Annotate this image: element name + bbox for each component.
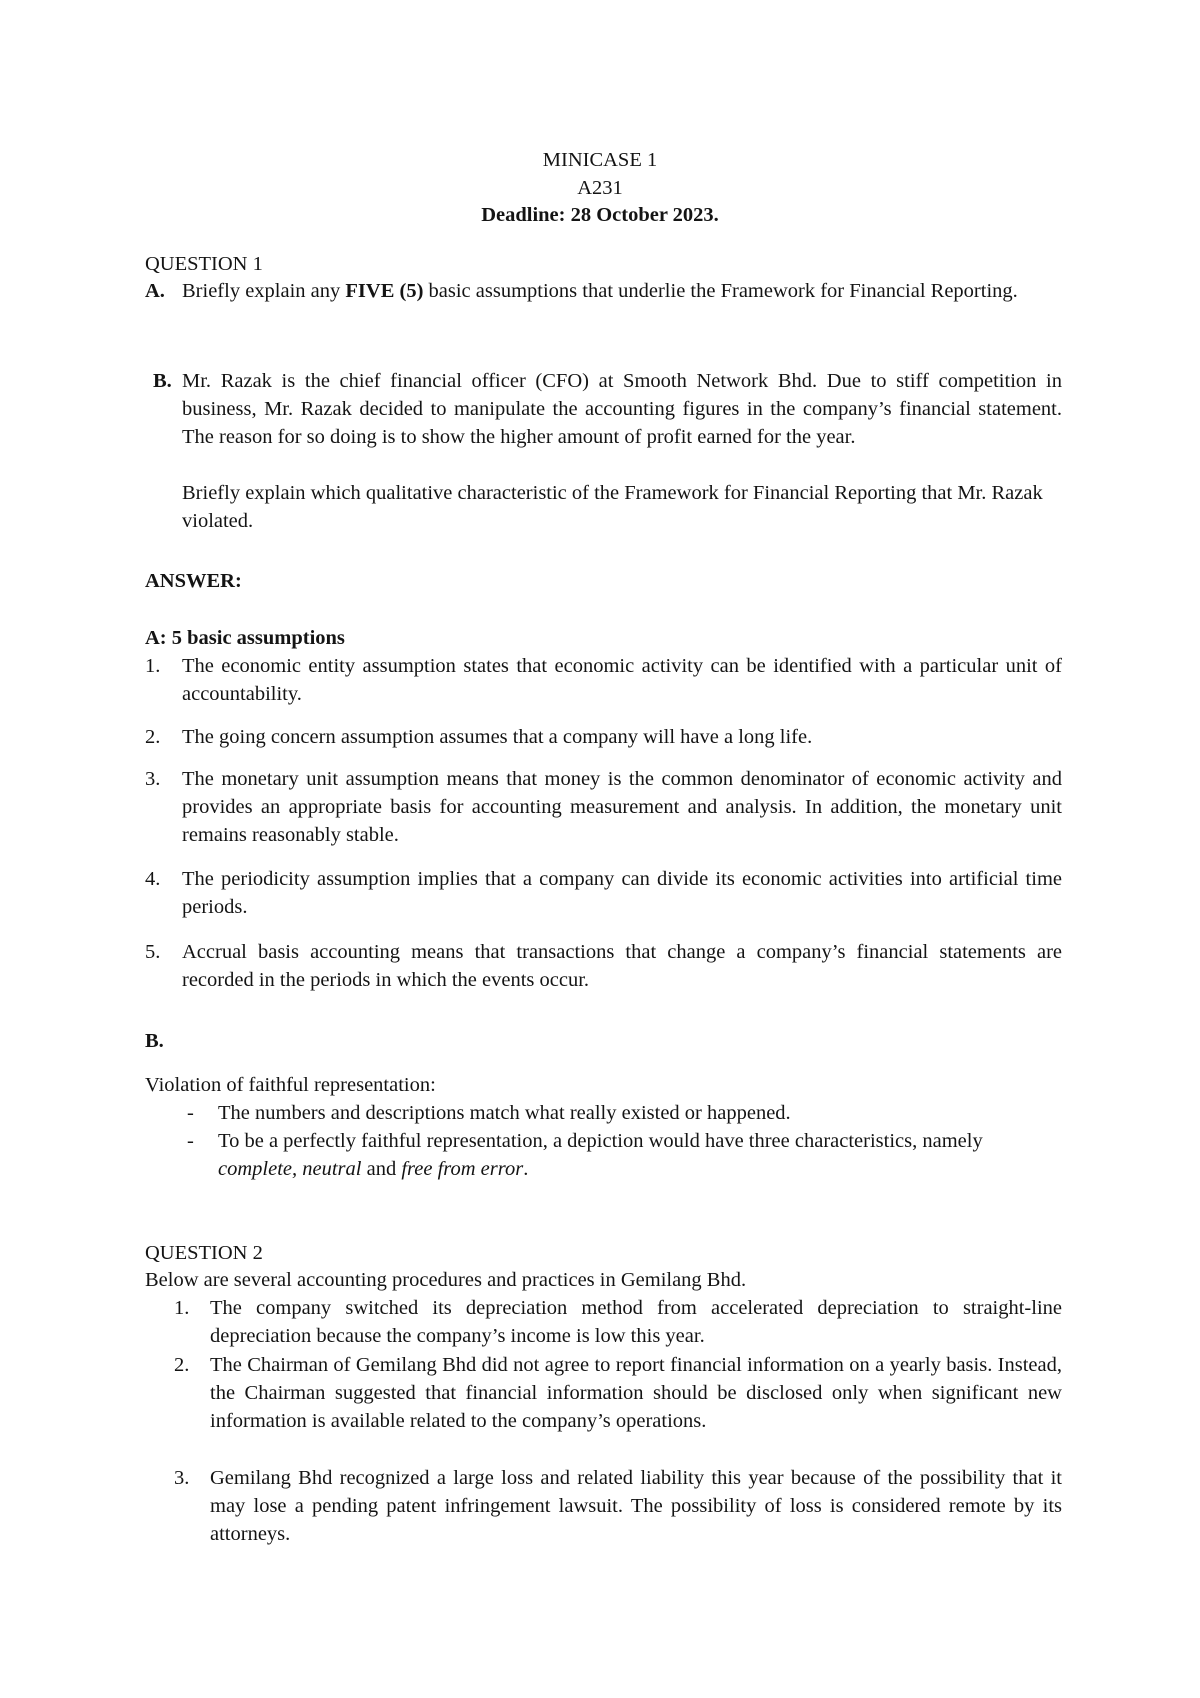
question-2-intro: Below are several accounting procedures and practices in Gemilang Bhd. xyxy=(145,1269,747,1291)
bullet-1-text: The numbers and descriptions match what really existed or happened. xyxy=(218,1102,791,1124)
practice-3-number: 3. xyxy=(174,1467,190,1489)
q1-b-question: Briefly explain which qualitative characteristic of the Framework for Financial Reporting that Mr. Razak violated. xyxy=(182,482,1043,532)
bullet-2-italic-2: free from error xyxy=(401,1158,524,1180)
assumption-3-text: The monetary unit assumption means that money is the common denominator of economic activity and provides an appropriate basis for accounting measurement and analysis. In addition, the monetary unit remains reasonably stable. xyxy=(182,768,1062,846)
practice-3-text: Gemilang Bhd recognized a large loss and related liability this year because of the possibility that it may lose a pending patent infringement lawsuit. The possibility of loss is considered remote by its attorneys. xyxy=(210,1467,1062,1545)
practice-2-text: The Chairman of Gemilang Bhd did not agree to report financial information on a yearly basis. Instead, the Chairman suggested that financial information should be disclosed only when significant new information is available related to the company’s operations. xyxy=(210,1354,1062,1432)
answer-a-heading: A: 5 basic assumptions xyxy=(145,627,345,649)
question-1-heading: QUESTION 1 xyxy=(145,253,263,275)
assumption-4-text: The periodicity assumption implies that a company can divide its economic activities into artificial time periods. xyxy=(182,868,1062,918)
q1-b-text: Mr. Razak is the chief financial officer (CFO) at Smooth Network Bhd. Due to stiff competition in business, Mr. Razak decided to manipulate the accounting figures in the company’s financial statement. The reason for so doing is to show the higher amount of profit earned for the year. xyxy=(182,370,1062,448)
q1-a-label: A. xyxy=(145,280,165,302)
answer-b-heading: B. xyxy=(145,1030,164,1052)
assumption-5-number: 5. xyxy=(145,941,161,963)
doc-deadline: Deadline: 28 October 2023. xyxy=(481,204,719,226)
answer-b-intro: Violation of faithful representation: xyxy=(145,1074,436,1096)
practice-1-number: 1. xyxy=(174,1297,190,1319)
bullet-2-italic-1: complete, neutral xyxy=(218,1158,362,1180)
doc-code: A231 xyxy=(577,177,623,199)
q1-a-post: basic assumptions that underlie the Framework for Financial Reporting. xyxy=(428,280,1018,302)
bullet-1-dash: - xyxy=(187,1102,194,1124)
assumption-1-number: 1. xyxy=(145,655,161,677)
assumption-5-text: Accrual basis accounting means that transactions that change a company’s financial statements are recorded in the periods in which the events occur. xyxy=(182,941,1062,991)
bullet-2-end: . xyxy=(523,1158,529,1180)
q1-a-bold: FIVE (5) xyxy=(345,280,424,302)
question-2-heading: QUESTION 2 xyxy=(145,1242,263,1264)
answer-heading: ANSWER: xyxy=(145,570,242,592)
practice-1-text: The company switched its depreciation method from accelerated depreciation to straight-line depreciation because the company’s income is low this year. xyxy=(210,1297,1062,1347)
assumption-2-text: The going concern assumption assumes that a company will have a long life. xyxy=(182,726,813,748)
q1-b-label: B. xyxy=(153,370,172,392)
q1-a-pre: Briefly explain any xyxy=(182,280,341,302)
assumption-2-number: 2. xyxy=(145,726,161,748)
assumption-4-number: 4. xyxy=(145,868,161,890)
bullet-2-dash: - xyxy=(187,1130,194,1152)
practice-2-number: 2. xyxy=(174,1354,190,1376)
bullet-2-pre: To be a perfectly faithful representation, a depiction would have three characteristics, namely xyxy=(218,1130,983,1152)
assumption-3-number: 3. xyxy=(145,768,161,790)
q1-a-text xyxy=(182,277,1062,305)
doc-title: MINICASE 1 xyxy=(542,149,658,171)
bullet-2-text xyxy=(218,1127,1062,1183)
assumption-1-text: The economic entity assumption states that economic activity can be identified with a particular unit of accountability. xyxy=(182,655,1062,705)
bullet-2-mid: and xyxy=(366,1158,397,1180)
